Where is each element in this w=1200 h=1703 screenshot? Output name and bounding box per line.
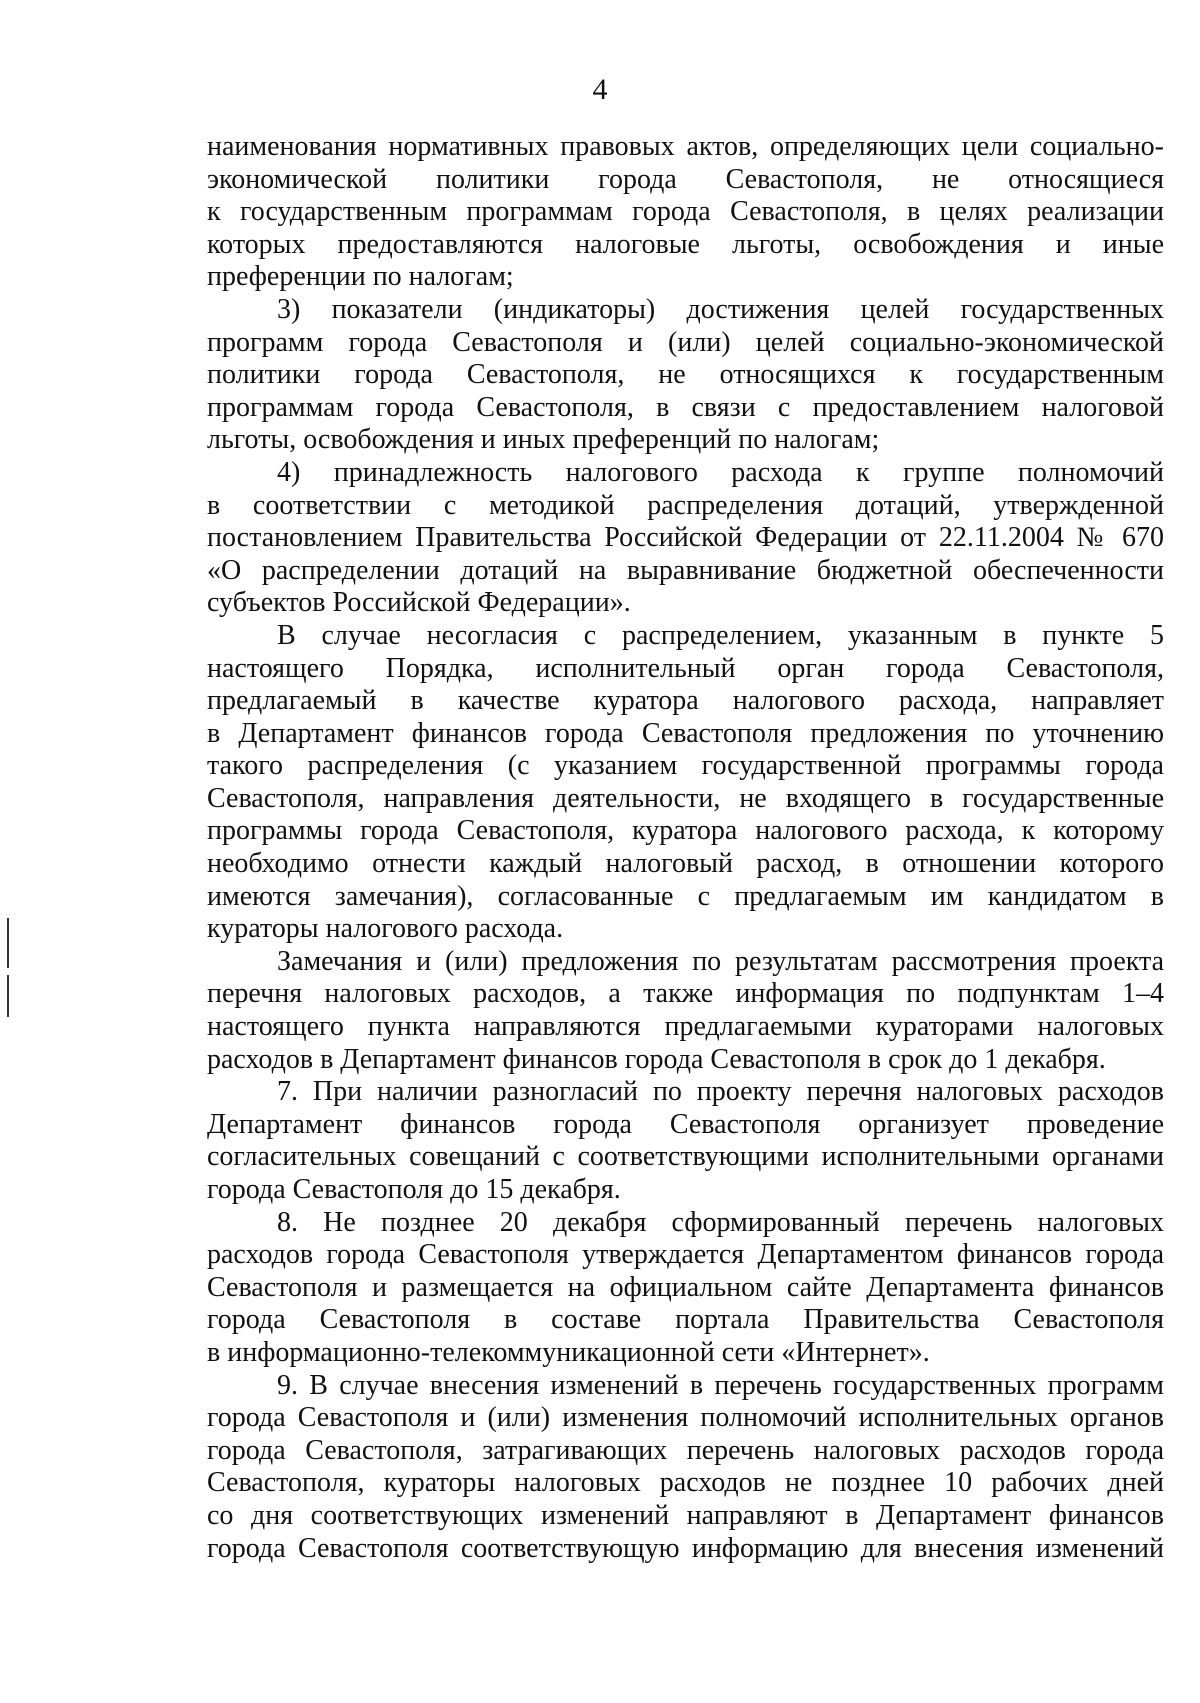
text-line: 3) показатели (индикаторы) достижения целей государственных: [277, 293, 1164, 325]
text-line: перечня налоговых расходов, а также информация по подпунктам 1–4: [207, 978, 1164, 1010]
text-line: необходимо отнести каждый налоговый расход, в отношении которого: [207, 848, 1164, 880]
document-body: [207, 131, 1164, 1565]
text-line: льготы, освобождения и иных преференций по налогам;: [207, 424, 880, 456]
margin-scan-mark: [7, 975, 9, 1017]
text-line: настоящего пункта направляются предлагаемыми кураторами налоговых: [207, 1011, 1164, 1043]
text-line: в информационно-телекоммуникационной сети «Интернет».: [207, 1336, 930, 1368]
text-line: политики города Севастополя, не относящихся к государственным: [207, 359, 1164, 391]
text-line: экономической политики города Севастополя, не относящиеся: [207, 163, 1164, 195]
text-line: настоящего Порядка, исполнительный орган города Севастополя,: [207, 652, 1164, 684]
text-line: программ города Севастополя и (или) целей социально-экономической: [207, 326, 1164, 358]
text-line: в Департамент финансов города Севастополя предложения по уточнению: [207, 717, 1164, 749]
text-line: 9. В случае внесения изменений в перечень государственных программ: [277, 1369, 1164, 1401]
text-line: к государственным программам города Севастополя, в целях реализации: [207, 196, 1164, 228]
text-line: Замечания и (или) предложения по результатам рассмотрения проекта: [277, 945, 1164, 977]
text-line: «О распределении дотаций на выравнивание бюджетной обеспеченности: [207, 554, 1164, 586]
text-line: имеются замечания), согласованные с предлагаемым им кандидатом в: [207, 880, 1164, 912]
text-line: В случае несогласия с распределением, указанным в пункте 5: [277, 619, 1164, 651]
text-line: расходов города Севастополя утверждается Департаментом финансов города: [207, 1239, 1164, 1271]
text-line: которых предоставляются налоговые льготы, освобождения и иные: [207, 228, 1164, 260]
text-line: Севастополя, кураторы налоговых расходов не позднее 10 рабочих дней: [207, 1467, 1164, 1499]
text-line: программам города Севастополя, в связи с предоставлением налоговой: [207, 391, 1164, 423]
text-line: города Севастополя и (или) изменения полномочий исполнительных органов: [207, 1402, 1164, 1434]
text-line: программы города Севастополя, куратора налогового расхода, к которому: [207, 815, 1164, 847]
text-line: в соответствии с методикой распределения дотаций, утвержденной: [207, 489, 1164, 521]
text-line: города Севастополя, затрагивающих перечень налоговых расходов города: [207, 1434, 1164, 1466]
text-line: города Севастополя в составе портала Правительства Севастополя: [207, 1304, 1164, 1336]
text-line: согласительных совещаний с соответствующими исполнительными органами: [207, 1141, 1164, 1173]
text-line: со дня соответствующих изменений направляют в Департамент финансов: [207, 1499, 1164, 1531]
page-number: 4: [592, 73, 608, 106]
text-line: Севастополя, направления деятельности, не входящего в государственные: [207, 782, 1164, 814]
margin-scan-mark: [7, 918, 9, 968]
text-line: Севастополя и размещается на официальном сайте Департамента финансов: [207, 1271, 1164, 1303]
text-line: такого распределения (с указанием государственной программы города: [207, 750, 1164, 782]
text-line: наименования нормативных правовых актов, определяющих цели социально-: [207, 131, 1164, 162]
text-line: Департамент финансов города Севастополя организует проведение: [207, 1108, 1164, 1140]
text-line: 7. При наличии разногласий по проекту перечня налоговых расходов: [277, 1076, 1164, 1108]
text-line: 8. Не позднее 20 декабря сформированный перечень налоговых: [277, 1206, 1164, 1238]
text-line: предлагаемый в качестве куратора налогового расхода, направляет: [207, 685, 1164, 717]
text-line: преференции по налогам;: [207, 261, 514, 293]
text-line: постановлением Правительства Российской Федерации от 22.11.2004 № 670: [207, 522, 1164, 554]
text-line: города Севастополя соответствующую информацию для внесения изменений: [207, 1532, 1164, 1564]
text-line: субъектов Российской Федерации».: [207, 587, 631, 619]
text-line: расходов в Департамент финансов города Севастополя в срок до 1 декабря.: [207, 1043, 1106, 1075]
text-line: города Севастополя до 15 декабря.: [207, 1174, 621, 1205]
text-line: кураторы налогового расхода.: [207, 913, 564, 945]
text-line: 4) принадлежность налогового расхода к группе полномочий: [277, 456, 1164, 488]
